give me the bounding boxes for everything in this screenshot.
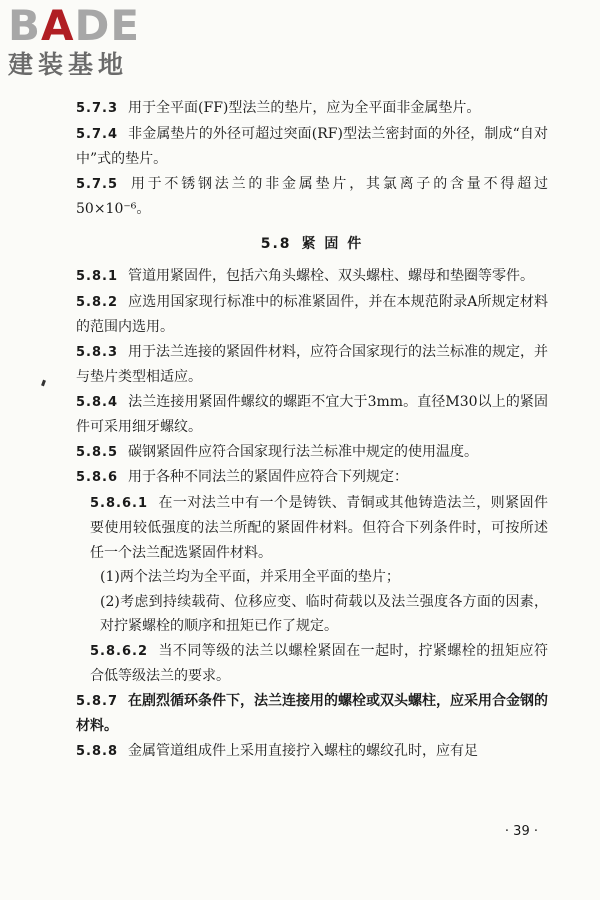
clause-5-8-2: 5.8.2 应选用国家现行标准中的标准紧固件，并在本规范附录A所规定材料的范围内选用。 — [76, 293, 548, 335]
section-heading-5-8: 5.8 紧 固 件 — [260, 235, 364, 252]
clause-5-8-6-1: 5.8.6.1 在一对法兰中有一个是铸铁、青铜或其他铸造法兰，则紧固件要使用较低强度的法兰所配的紧固件材料。但符合下列条件时，可按所述任一个法兰配选紧固件材料。 — [90, 494, 548, 561]
logo-subtitle: 建装基地 — [8, 50, 129, 79]
clause-5-8-4: 5.8.4 法兰连接用紧固件螺纹的螺距不宜大于3mm。直径M30以上的紧固件可采用细牙螺纹。 — [76, 393, 548, 435]
clause-5-7-5: 5.7.5 用于不锈钢法兰的非金属垫片，其氯离子的含量不得超过50×10⁻⁶。 — [76, 175, 548, 217]
clause-5-7-4: 5.7.4 非金属垫片的外径可超过突面(RF)型法兰密封面的外径，制成“自对中”式的垫片。 — [76, 125, 548, 167]
logo-wordmark: BADE — [8, 1, 141, 50]
list-item: (1)两个法兰均为全平面，并采用全平面的垫片； — [100, 569, 400, 585]
bade-logo — [8, 1, 188, 90]
clause-5-7-3: 5.7.3 用于全平面(FF)型法兰的垫片，应为全平面非金属垫片。 — [76, 100, 481, 116]
page-number: · 39 · — [504, 824, 538, 839]
list-item: (2)考虑到持续载荷、位移应变、临时荷载以及法兰强度各方面的因素，对拧紧螺栓的顺序和扭矩已作了规定。 — [100, 593, 548, 634]
clause-5-8-5: 5.8.5 碳钢紧固件应符合国家现行法兰标准中规定的使用温度。 — [76, 443, 479, 460]
clause-5-8-3: 5.8.3 用于法兰连接的紧固件材料，应符合国家现行的法兰标准的规定，并与垫片类型相适应。 — [76, 343, 549, 385]
clause-5-8-6-2: 5.8.6.2 当不同等级的法兰以螺栓紧固在一起时，拧紧螺栓的扭矩应符合低等级法兰的要求。 — [90, 642, 548, 684]
clause-5-8-1: 5.8.1 管道用紧固件，包括六角头螺栓、双头螺柱、螺母和垫圈等零件。 — [76, 268, 535, 284]
clause-5-8-6: 5.8.6 用于各种不同法兰的紧固件应符合下列规定： — [76, 469, 409, 485]
clause-5-8-8: 5.8.8 金属管道组成件上采用直接拧入螺柱的螺纹孔时，应有足 — [76, 742, 479, 759]
document-page — [76, 96, 548, 764]
scan-mark — [41, 380, 46, 387]
clause-5-8-7: 5.8.7 在剧烈循环条件下，法兰连接用的螺栓或双头螺柱，应采用合金钢的材料。 — [76, 692, 549, 734]
